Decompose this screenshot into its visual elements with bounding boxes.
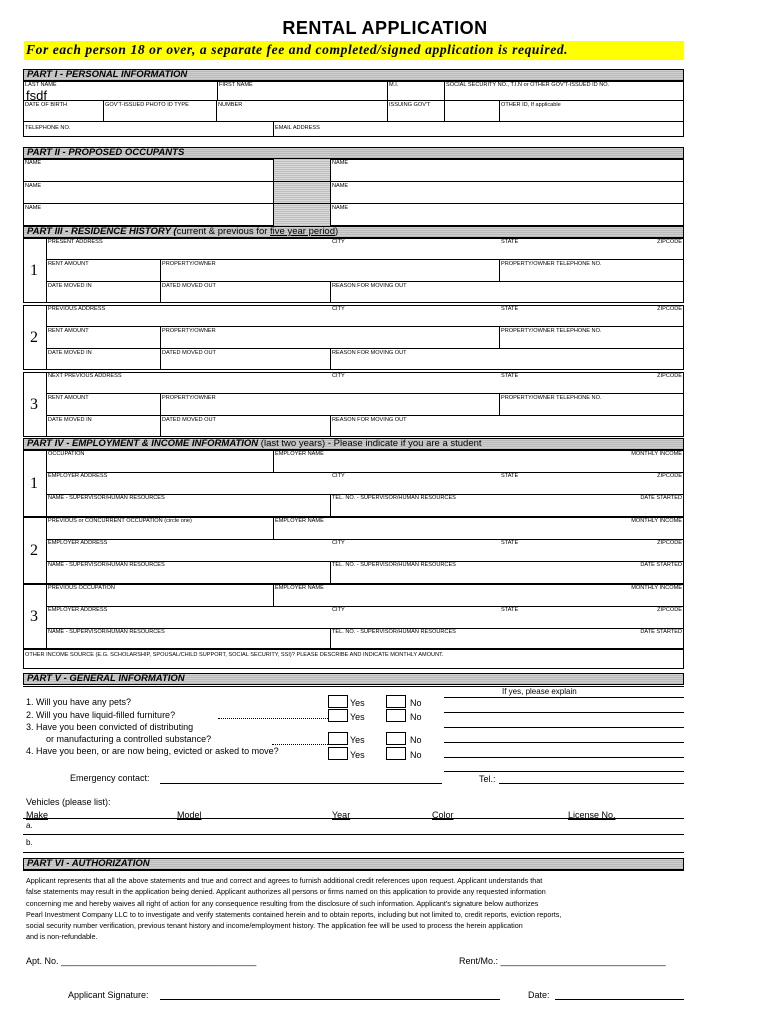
city-label: CITY: [332, 373, 345, 379]
divider: [46, 472, 684, 473]
owner-tel-label: PROPERTY/OWNER TELEPHONE NO.: [501, 395, 602, 401]
zip-label: ZIPCODE: [657, 306, 682, 312]
employer-address-label: EMPLOYER ADDRESS: [48, 607, 108, 613]
part4-header: [23, 438, 684, 450]
yes-label: Yes: [350, 750, 365, 760]
employer-label: EMPLOYER NAME: [275, 585, 324, 591]
signature-label: Applicant Signature:: [68, 990, 149, 1000]
occupation-label: PREVIOUS OCCUPATION: [48, 585, 115, 591]
part5-header-text: PART V - GENERAL INFORMATION: [27, 673, 185, 684]
address-label: PREVIOUS ADDRESS: [48, 306, 106, 312]
zip-label: ZIPCODE: [657, 373, 682, 379]
city-label: CITY: [332, 306, 345, 312]
divider: [330, 281, 331, 303]
no-label: No: [410, 750, 422, 760]
reason-label: REASON FOR MOVING OUT: [332, 350, 407, 356]
vehicle-col-color: Color: [432, 810, 454, 820]
divider: [444, 81, 445, 121]
number-label: NUMBER: [218, 102, 243, 108]
part1-header-text: PART I - PERSONAL INFORMATION: [27, 69, 188, 80]
divider: [23, 852, 684, 853]
divider: [46, 450, 47, 517]
rent-mo-field[interactable]: Rent/Mo.: _________________________________: [459, 956, 666, 966]
moved-in-label: DATE MOVED IN: [48, 283, 92, 289]
conviction-yes-checkbox[interactable]: [328, 732, 348, 745]
divider: [46, 584, 47, 649]
employer-address-label: EMPLOYER ADDRESS: [48, 540, 108, 546]
residence-block-2: [23, 305, 684, 370]
divider: [46, 517, 47, 584]
divider: [23, 181, 684, 182]
tel-supervisor-label: TEL. NO. - SUPERVISOR/HUMAN RESOURCES: [332, 562, 456, 568]
divider: [23, 100, 684, 101]
part4-header-text: PART IV - EMPLOYMENT & INCOME INFORMATION: [27, 438, 259, 449]
divider: [46, 539, 684, 540]
apt-no-field[interactable]: Apt. No. _______________________________________: [26, 956, 257, 966]
zip-label: ZIPCODE: [657, 239, 682, 245]
divider: [273, 517, 274, 539]
part6-header: [23, 858, 684, 870]
employment-number: 3: [30, 608, 38, 625]
supervisor-label: NAME - SUPERVISOR/HUMAN RESOURCES: [48, 495, 165, 501]
city-label: CITY: [332, 239, 345, 245]
divider: [499, 259, 500, 281]
explain-line[interactable]: [444, 757, 684, 758]
divider: [273, 159, 274, 226]
employment-number: 2: [30, 542, 38, 559]
divider: [330, 628, 331, 649]
part4-header-plain: (last two years) - Please indicate if you are a student: [258, 438, 482, 449]
occupant-name-label: NAME: [25, 205, 42, 211]
authorization-line: concerning me and hereby waives all right of action for any consequence resulting from the disclosure of such information. Applicant's signature below authorizes: [26, 898, 539, 908]
divider: [46, 372, 47, 437]
residence-block-1: [23, 238, 684, 303]
date-label: Date:: [528, 990, 550, 1000]
divider: [216, 100, 217, 121]
supervisor-label: NAME - SUPERVISOR/HUMAN RESOURCES: [48, 629, 165, 635]
divider: [160, 326, 161, 370]
owner-tel-label: PROPERTY/OWNER TELEPHONE NO.: [501, 261, 602, 267]
monthly-income-label: MONTHLY INCOME: [631, 451, 682, 457]
question-eviction: 4. Have you been, or are now being, evicted or asked to move?: [26, 746, 279, 756]
question-conviction-1: 3. Have you been convicted of distributing: [26, 722, 194, 732]
rent-label: RENT AMOUNT: [48, 261, 89, 267]
authorization-text: [26, 875, 686, 943]
banner-text: For each person 18 or over, a separate fee and completed/signed application is required.: [26, 42, 569, 57]
divider: [330, 415, 331, 437]
address-label: PRESENT ADDRESS: [48, 239, 103, 245]
moved-in-label: DATE MOVED IN: [48, 350, 92, 356]
owner-tel-label: PROPERTY/OWNER TELEPHONE NO.: [501, 328, 602, 334]
address-label: NEXT PREVIOUS ADDRESS: [48, 373, 122, 379]
tel-supervisor-label: TEL. NO. - SUPERVISOR/HUMAN RESOURCES: [332, 629, 456, 635]
no-label: No: [410, 698, 422, 708]
owner-label: PROPERTY/OWNER: [162, 261, 216, 267]
date-field[interactable]: [555, 999, 684, 1000]
furniture-no-checkbox[interactable]: [386, 709, 406, 722]
employment-block-2: [23, 517, 684, 584]
occupation-label: OCCUPATION: [48, 451, 85, 457]
divider: [23, 818, 684, 819]
dotted-leader: [272, 744, 328, 745]
email-label: EMAIL ADDRESS: [275, 125, 320, 131]
state-label: STATE: [501, 306, 519, 312]
other-id-label: OTHER ID, If applicable: [501, 102, 561, 108]
tel-label: Tel.:: [479, 774, 496, 784]
occupation-label: PREVIOUS or CONCURRENT OCCUPATION (circle one): [48, 518, 192, 524]
divider: [160, 259, 161, 303]
residence-number: 2: [30, 329, 38, 346]
divider: [46, 259, 684, 260]
zip-label: ZIPCODE: [657, 607, 682, 613]
reason-label: REASON FOR MOVING OUT: [332, 283, 407, 289]
no-label: No: [410, 735, 422, 745]
vehicle-col-year: Year: [332, 810, 351, 820]
state-label: STATE: [501, 239, 519, 245]
issuing-label: ISSUING GOV'T: [389, 102, 431, 108]
occupant-name-label: NAME: [332, 183, 349, 189]
yes-label: Yes: [350, 698, 365, 708]
telephone-label: TELEPHONE NO.: [25, 125, 71, 131]
dob-label: DATE OF BIRTH: [25, 102, 68, 108]
state-label: STATE: [501, 373, 519, 379]
mi-label: M.I.: [389, 82, 399, 88]
part2-header: [23, 147, 684, 159]
moved-in-label: DATE MOVED IN: [48, 417, 92, 423]
authorization-line: Pearl Investment Company LLC to to investigate and verify statements contained herein and to obtain reports, including but not limited to, credit reports, eviction reports,: [26, 909, 562, 919]
shaded-divider: [273, 159, 330, 226]
part3-header-underline: five year period: [270, 226, 335, 237]
authorization-line: Applicant represents that all the above statements and true and correct and agrees to furnish additional credit references upon request. Applicant understands that: [26, 876, 543, 885]
part2-box: [23, 159, 684, 226]
vehicle-col-make: Make: [26, 810, 49, 820]
divider: [103, 100, 104, 121]
divider: [23, 870, 684, 871]
divider: [46, 238, 47, 303]
date-started-label: DATE STARTED: [640, 629, 682, 635]
zip-label: ZIPCODE: [657, 473, 682, 479]
residence-number: 1: [30, 262, 38, 279]
emergency-label: Emergency contact:: [70, 773, 150, 783]
part1-box: [23, 81, 684, 137]
employer-label: EMPLOYER NAME: [275, 451, 324, 457]
dotted-leader: [218, 718, 328, 719]
state-label: STATE: [501, 540, 519, 546]
owner-label: PROPERTY/OWNER: [162, 328, 216, 334]
explain-line[interactable]: [444, 712, 684, 713]
yes-label: Yes: [350, 735, 365, 745]
zip-label: ZIPCODE: [657, 540, 682, 546]
tel-supervisor-label: TEL. NO. - SUPERVISOR/HUMAN RESOURCES: [332, 495, 456, 501]
explain-label: If yes, please explain: [502, 687, 577, 696]
divider: [46, 326, 684, 327]
divider: [46, 305, 47, 370]
residence-block-3: [23, 372, 684, 437]
employer-label: EMPLOYER NAME: [275, 518, 324, 524]
divider: [46, 415, 684, 416]
divider: [160, 393, 161, 437]
rent-label: RENT AMOUNT: [48, 395, 89, 401]
emergency-contact-field[interactable]: [160, 783, 442, 784]
no-label: No: [410, 712, 422, 722]
moved-out-label: DATED MOVED OUT: [162, 283, 216, 289]
vehicle-row-a[interactable]: a.: [26, 821, 33, 830]
employer-address-label: EMPLOYER ADDRESS: [48, 473, 108, 479]
furniture-yes-checkbox[interactable]: [328, 709, 348, 722]
divider: [499, 100, 500, 121]
last-name-field[interactable]: fsdf: [26, 88, 47, 103]
date-started-label: DATE STARTED: [640, 495, 682, 501]
part1-header: [23, 69, 684, 81]
divider: [273, 121, 274, 137]
divider: [46, 393, 684, 394]
authorization-line: and is non-refundable.: [26, 932, 98, 942]
reason-label: REASON FOR MOVING OUT: [332, 417, 407, 423]
employment-block-1: [23, 450, 684, 517]
yes-label: Yes: [350, 712, 365, 722]
signature-field[interactable]: [160, 999, 500, 1000]
divider: [273, 450, 274, 472]
rent-label: RENT AMOUNT: [48, 328, 89, 334]
vehicle-col-model: Model: [177, 810, 202, 820]
eviction-no-checkbox[interactable]: [386, 747, 406, 760]
employment-block-3: [23, 584, 684, 649]
ssn-label: SOCIAL SECURITY NO., T.I.N or OTHER GOV'T-ISSUED ID NO.: [446, 82, 610, 88]
explain-line[interactable]: [444, 727, 684, 728]
moved-out-label: DATED MOVED OUT: [162, 417, 216, 423]
question-furniture: 2. Will you have liquid-filled furniture?: [26, 710, 176, 720]
occupant-name-label: NAME: [25, 160, 42, 166]
last-name-label: LAST NAME: [25, 82, 57, 88]
employment-number: 1: [30, 475, 38, 492]
city-label: CITY: [332, 607, 345, 613]
divider: [273, 584, 274, 606]
emergency-line: [444, 771, 684, 772]
part3-header-plain: current & previous for: [176, 226, 271, 237]
part2-header-text: PART II - PROPOSED OCCUPANTS: [27, 147, 185, 158]
state-label: STATE: [501, 473, 519, 479]
part6-header-text: PART VI - AUTHORIZATION: [27, 858, 150, 869]
divider: [46, 606, 684, 607]
divider: [499, 326, 500, 348]
explain-line[interactable]: [444, 742, 684, 743]
monthly-income-label: MONTHLY INCOME: [631, 518, 682, 524]
first-name-label: FIRST NAME: [219, 82, 253, 88]
monthly-income-label: MONTHLY INCOME: [631, 585, 682, 591]
explain-line[interactable]: [444, 697, 684, 698]
divider: [330, 561, 331, 584]
divider: [23, 834, 684, 835]
emergency-tel-field[interactable]: [499, 783, 684, 784]
city-label: CITY: [332, 540, 345, 546]
date-started-label: DATE STARTED: [640, 562, 682, 568]
divider: [23, 686, 684, 687]
divider: [46, 281, 684, 282]
vehicle-col-license: License No.: [568, 810, 616, 820]
vehicle-row-b[interactable]: b.: [26, 838, 33, 847]
divider: [23, 203, 684, 204]
divider: [46, 348, 684, 349]
state-label: STATE: [501, 607, 519, 613]
moved-out-label: DATED MOVED OUT: [162, 350, 216, 356]
eviction-yes-checkbox[interactable]: [328, 747, 348, 760]
other-income-label: OTHER INCOME SOURCE (E.G. SCHOLARSHIP, SPOUSAL/CHILD SUPPORT, SOCIAL SECURITY, SSI)? PLEASE DESCRIBE AND INDICATE MONTHLY AMOUNT.: [25, 652, 444, 658]
conviction-no-checkbox[interactable]: [386, 732, 406, 745]
city-label: CITY: [332, 473, 345, 479]
occupant-name-label: NAME: [25, 183, 42, 189]
divider: [23, 121, 684, 122]
part3-header: [23, 226, 684, 238]
authorization-line: false statements may result in the application being denied. Applicant authorizes all persons or firms named on this application to provide any requested information: [26, 887, 546, 897]
page-title: RENTAL APPLICATION: [282, 18, 488, 38]
divider: [330, 348, 331, 370]
part5-header: [23, 673, 684, 685]
occupant-name-label: NAME: [332, 205, 349, 211]
question-conviction-2: or manufacturing a controlled substance?: [46, 734, 212, 744]
divider: [499, 393, 500, 415]
pets-yes-checkbox[interactable]: [328, 695, 348, 708]
divider: [330, 159, 331, 226]
residence-number: 3: [30, 396, 38, 413]
authorization-line: social security number verification, previous tenant history and income/employment history. The application fee will be used to process the herein application: [26, 921, 523, 931]
photo-id-label: GOV'T-ISSUED PHOTO ID TYPE: [105, 102, 189, 108]
occupant-name-label: NAME: [332, 160, 349, 166]
question-pets: 1. Will you have any pets?: [26, 697, 132, 707]
part3-header-close: ): [335, 226, 339, 237]
vehicles-label: Vehicles (please list):: [26, 797, 111, 807]
supervisor-label: NAME - SUPERVISOR/HUMAN RESOURCES: [48, 562, 165, 568]
divider: [217, 81, 218, 100]
part3-header-text: PART III - RESIDENCE HISTORY (: [27, 226, 177, 237]
owner-label: PROPERTY/OWNER: [162, 395, 216, 401]
divider: [387, 81, 388, 121]
divider: [330, 494, 331, 517]
pets-no-checkbox[interactable]: [386, 695, 406, 708]
